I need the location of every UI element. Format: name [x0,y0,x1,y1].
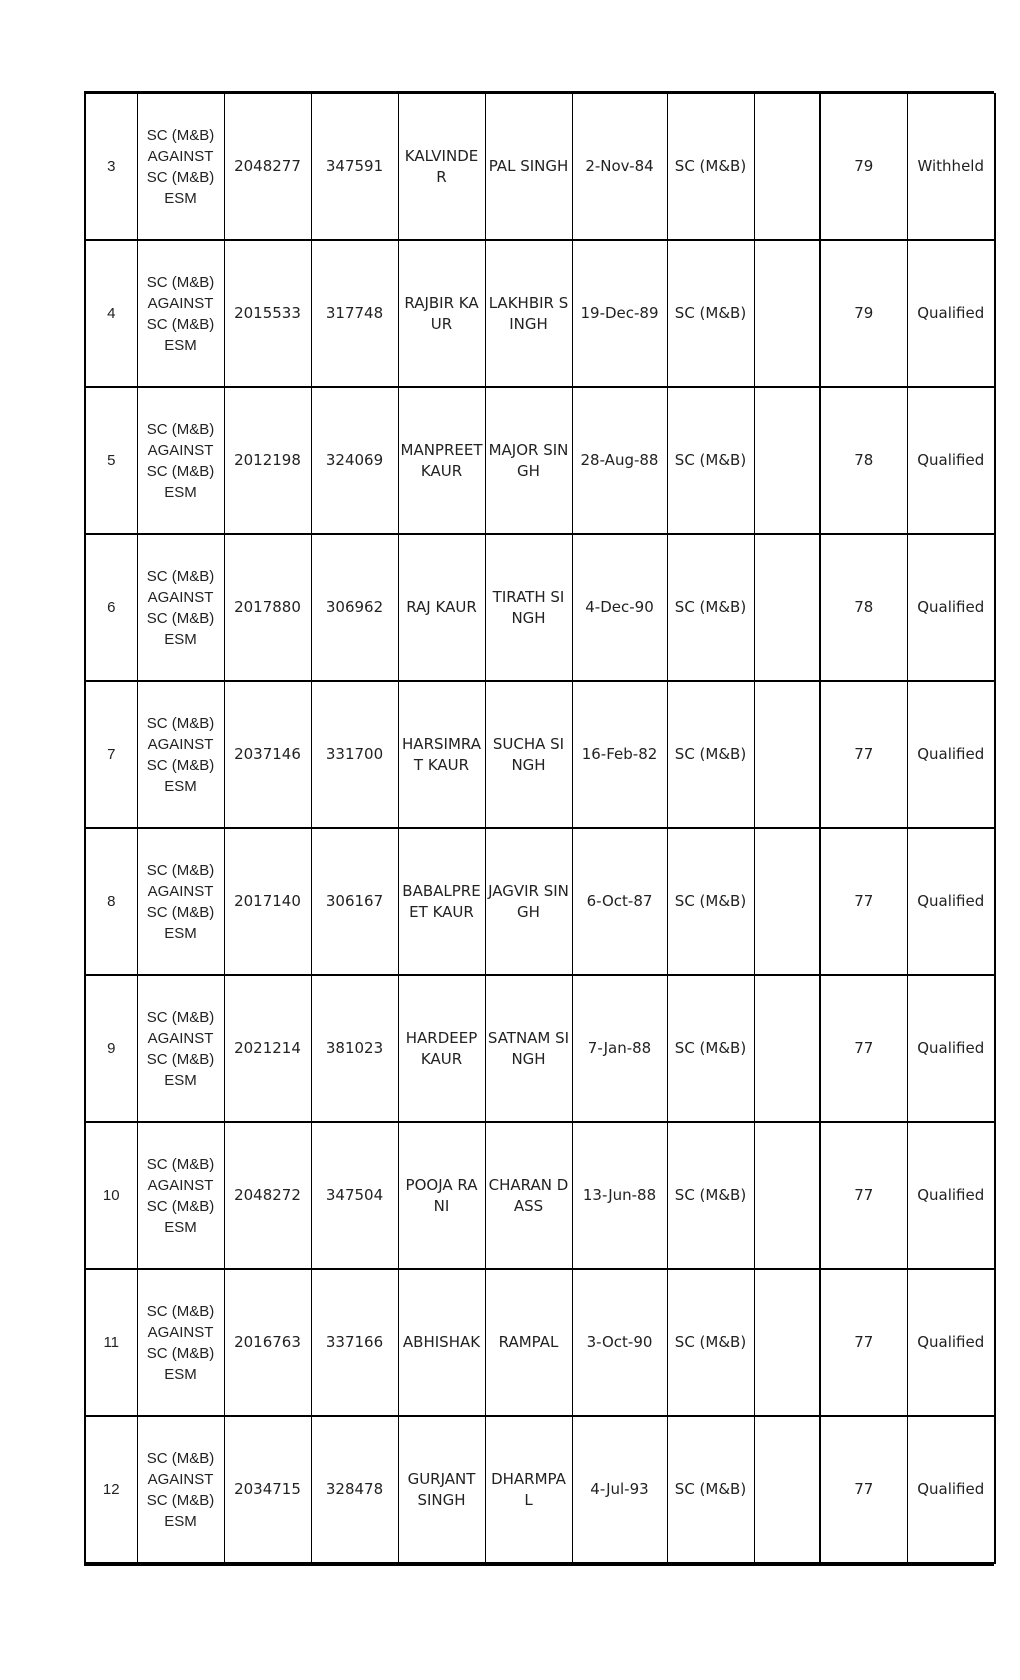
marks-cell: 77 [820,828,907,975]
candidate-name-cell: RAJBIR KAUR [398,240,485,387]
candidate-name-cell: HARDEEP KAUR [398,975,485,1122]
roll-number-cell: 306962 [311,534,398,681]
category-line: SC (M&B) [146,756,215,774]
category-line: SC (M&B) [146,861,215,879]
category-line: ESM [164,1071,197,1089]
category-line: SC (M&B) [146,1302,215,1320]
candidate-name-cell: GURJANT SINGH [398,1416,485,1563]
roll-number-cell: 347591 [311,94,398,241]
date-of-birth-cell: 16-Feb-82 [572,681,667,828]
category-line: SC (M&B) [146,462,215,480]
status-cell: Qualified [907,534,995,681]
category-line: SC (M&B) [146,1050,215,1068]
father-name-cell: SUCHA SINGH [485,681,572,828]
marks-cell: 79 [820,94,907,241]
serial-number-cell: 11 [85,1269,137,1416]
date-of-birth-cell: 4-Dec-90 [572,534,667,681]
application-number-cell: 2017880 [224,534,311,681]
category-cell [137,534,224,681]
serial-number-cell: 3 [85,94,137,241]
table-row [85,975,995,1122]
empty-cell [754,240,820,387]
category-line: AGAINST [147,1323,214,1341]
status-cell: Qualified [907,240,995,387]
roll-number-cell: 331700 [311,681,398,828]
category-line: SC (M&B) [146,315,215,333]
results-table-container [84,91,994,1566]
category-line: AGAINST [147,441,214,459]
serial-number-cell: 5 [85,387,137,534]
category-line: SC (M&B) [146,1008,215,1026]
serial-number-cell: 12 [85,1416,137,1563]
date-of-birth-cell: 6-Oct-87 [572,828,667,975]
category-line: SC (M&B) [146,903,215,921]
applied-category-cell: SC (M&B) [667,534,754,681]
empty-cell [754,975,820,1122]
category-line: AGAINST [147,1029,214,1047]
serial-number-cell: 7 [85,681,137,828]
category-line: ESM [164,1365,197,1383]
category-line: AGAINST [147,294,214,312]
marks-cell: 78 [820,534,907,681]
status-cell: Qualified [907,387,995,534]
candidate-name-cell: MANPREET KAUR [398,387,485,534]
category-line: ESM [164,189,197,207]
table-row [85,240,995,387]
category-line: ESM [164,777,197,795]
category-line: SC (M&B) [146,1449,215,1467]
father-name-cell: RAMPAL [485,1269,572,1416]
category-line: AGAINST [147,588,214,606]
status-cell: Qualified [907,681,995,828]
roll-number-cell: 347504 [311,1122,398,1269]
applied-category-cell: SC (M&B) [667,1122,754,1269]
father-name-cell: DHARMPAL [485,1416,572,1563]
applied-category-cell: SC (M&B) [667,240,754,387]
category-line: ESM [164,336,197,354]
serial-number-cell: 6 [85,534,137,681]
application-number-cell: 2048277 [224,94,311,241]
empty-cell [754,1269,820,1416]
empty-cell [754,1122,820,1269]
applied-category-cell: SC (M&B) [667,1416,754,1563]
date-of-birth-cell: 3-Oct-90 [572,1269,667,1416]
table-row [85,1122,995,1269]
empty-cell [754,828,820,975]
table-body [85,94,995,1564]
application-number-cell: 2015533 [224,240,311,387]
father-name-cell: LAKHBIR SINGH [485,240,572,387]
category-line: SC (M&B) [146,273,215,291]
date-of-birth-cell: 13-Jun-88 [572,1122,667,1269]
roll-number-cell: 324069 [311,387,398,534]
category-line: SC (M&B) [146,567,215,585]
status-cell: Qualified [907,1416,995,1563]
application-number-cell: 2021214 [224,975,311,1122]
applied-category-cell: SC (M&B) [667,1269,754,1416]
status-cell: Qualified [907,828,995,975]
category-cell [137,240,224,387]
date-of-birth-cell: 19-Dec-89 [572,240,667,387]
application-number-cell: 2034715 [224,1416,311,1563]
father-name-cell: JAGVIR SINGH [485,828,572,975]
category-line: SC (M&B) [146,126,215,144]
application-number-cell: 2012198 [224,387,311,534]
category-line: ESM [164,483,197,501]
date-of-birth-cell: 2-Nov-84 [572,94,667,241]
marks-cell: 77 [820,1122,907,1269]
application-number-cell: 2048272 [224,1122,311,1269]
category-line: AGAINST [147,735,214,753]
empty-cell [754,1416,820,1563]
serial-number-cell: 4 [85,240,137,387]
date-of-birth-cell: 4-Jul-93 [572,1416,667,1563]
applied-category-cell: SC (M&B) [667,94,754,241]
category-line: AGAINST [147,1470,214,1488]
category-line: SC (M&B) [146,420,215,438]
status-cell: Qualified [907,1122,995,1269]
category-line: ESM [164,924,197,942]
marks-cell: 77 [820,1269,907,1416]
father-name-cell: SATNAM SINGH [485,975,572,1122]
application-number-cell: 2037146 [224,681,311,828]
table-row [85,94,995,241]
empty-cell [754,534,820,681]
serial-number-cell: 9 [85,975,137,1122]
table-row [85,1416,995,1563]
applied-category-cell: SC (M&B) [667,975,754,1122]
application-number-cell: 2016763 [224,1269,311,1416]
category-cell [137,1416,224,1563]
marks-cell: 77 [820,975,907,1122]
category-line: AGAINST [147,1176,214,1194]
status-cell: Qualified [907,1269,995,1416]
table-row [85,828,995,975]
category-line: SC (M&B) [146,1197,215,1215]
category-line: AGAINST [147,147,214,165]
category-cell [137,828,224,975]
roll-number-cell: 306167 [311,828,398,975]
roll-number-cell: 381023 [311,975,398,1122]
applied-category-cell: SC (M&B) [667,681,754,828]
category-line: AGAINST [147,882,214,900]
category-line: SC (M&B) [146,1491,215,1509]
date-of-birth-cell: 7-Jan-88 [572,975,667,1122]
roll-number-cell: 328478 [311,1416,398,1563]
candidate-name-cell: KALVINDER [398,94,485,241]
marks-cell: 77 [820,681,907,828]
date-of-birth-cell: 28-Aug-88 [572,387,667,534]
empty-cell [754,681,820,828]
table-row [85,534,995,681]
roll-number-cell: 317748 [311,240,398,387]
serial-number-cell: 10 [85,1122,137,1269]
category-cell [137,681,224,828]
category-cell [137,1122,224,1269]
application-number-cell: 2017140 [224,828,311,975]
father-name-cell: PAL SINGH [485,94,572,241]
category-line: ESM [164,630,197,648]
serial-number-cell: 8 [85,828,137,975]
category-line: SC (M&B) [146,1155,215,1173]
table-row [85,681,995,828]
category-line: ESM [164,1218,197,1236]
status-cell: Qualified [907,975,995,1122]
applied-category-cell: SC (M&B) [667,828,754,975]
applied-category-cell: SC (M&B) [667,387,754,534]
category-line: SC (M&B) [146,168,215,186]
father-name-cell: MAJOR SINGH [485,387,572,534]
category-line: SC (M&B) [146,609,215,627]
marks-cell: 77 [820,1416,907,1563]
category-line: ESM [164,1512,197,1530]
candidate-name-cell: ABHISHAK [398,1269,485,1416]
table-row [85,387,995,534]
category-cell [137,94,224,241]
candidate-name-cell: HARSIMRAT KAUR [398,681,485,828]
roll-number-cell: 337166 [311,1269,398,1416]
empty-cell [754,94,820,241]
marks-cell: 79 [820,240,907,387]
empty-cell [754,387,820,534]
category-line: SC (M&B) [146,714,215,732]
status-cell: Withheld [907,94,995,241]
category-cell [137,387,224,534]
category-line: SC (M&B) [146,1344,215,1362]
table-row [85,1269,995,1416]
category-cell [137,1269,224,1416]
category-cell [137,975,224,1122]
father-name-cell: TIRATH SINGH [485,534,572,681]
candidate-name-cell: BABALPREET KAUR [398,828,485,975]
results-table [84,93,996,1564]
father-name-cell: CHARAN DASS [485,1122,572,1269]
marks-cell: 78 [820,387,907,534]
candidate-name-cell: POOJA RANI [398,1122,485,1269]
candidate-name-cell: RAJ KAUR [398,534,485,681]
